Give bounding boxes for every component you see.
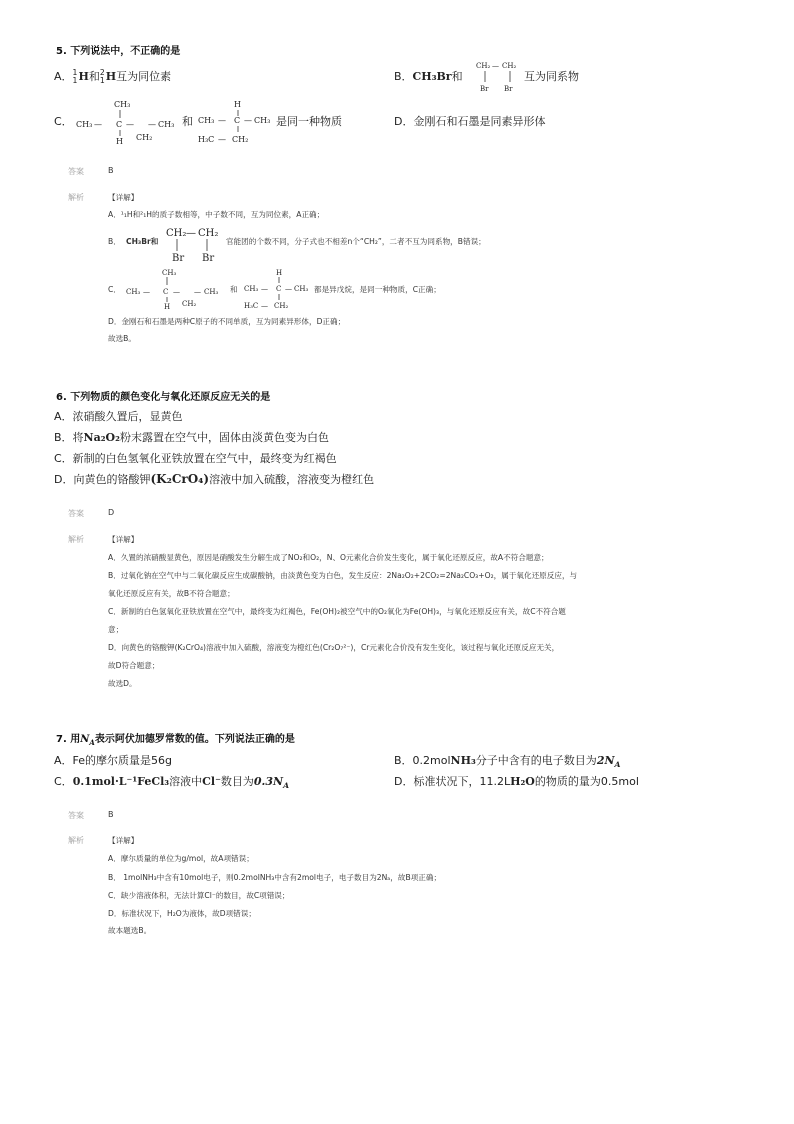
- q5-explanation-conclusion: 故选B。: [108, 334, 136, 343]
- q6-explanation-line: C．新制的白色氢氧化亚铁放置在空气中，最终变为红褐色，Fe(OH)₂被空气中的O₂氧化为Fe(OH)₃，与氧化还原反应有关，故C不符合题: [108, 607, 566, 616]
- q6-answer-value: D: [108, 508, 115, 517]
- q6-option-d-post: 溶液中加入硫酸，溶液变为橙红色: [209, 473, 375, 486]
- h2-symbol: H: [105, 70, 117, 83]
- q6-explanation-line: D．向黄色的铬酸钾(K₂CrO₄)溶液中加入硫酸，溶液变为橙红色(Cr₂O₇²⁻)，Cr元素化合价没有发生变化，该过程与氧化还原反应无关，: [108, 643, 560, 652]
- q7-title-pre: 7. 用: [56, 734, 81, 745]
- q5-explanation-isopentane-2: [242, 266, 316, 312]
- q6-option-a: A．浓硝酸久置后，显黄色: [54, 410, 183, 423]
- expl-br-left: Br: [172, 253, 185, 264]
- h2-isotope-index: 2 1: [99, 68, 105, 85]
- q7-option-c-mid: 溶液中: [169, 775, 203, 788]
- expl-mol1-bottom: H: [164, 303, 171, 311]
- expl-mol1-left: CH₃: [126, 288, 141, 296]
- h1-isotope-index: 1 1: [72, 68, 78, 85]
- q6-option-b: [54, 429, 329, 445]
- q6-option-c: C．新制的白色氢氧化亚铁放置在空气中，最终变为红褐色: [54, 452, 337, 465]
- mol1-left: CH₃: [76, 120, 93, 129]
- q5-explanation-dibromoethane: [162, 224, 226, 264]
- q5-option-b-and: 和: [451, 70, 463, 83]
- q7-analysis-label: 解析: [68, 836, 84, 845]
- na2o2-formula: Na₂O₂: [83, 431, 120, 444]
- expl-mol2-left: CH₃: [244, 285, 259, 293]
- mol1-right: CH₃: [158, 120, 175, 129]
- q7-option-d-pre: D．标准状况下，11.2L: [394, 775, 511, 788]
- expl-mol2-dash-1: —: [261, 285, 268, 293]
- q5-analysis-label: 解析: [68, 193, 84, 202]
- q5-explanation-b-formula: CH₃Br和: [126, 237, 159, 246]
- fecl3-concentration: 0.1mol·L⁻¹FeCl₃: [72, 775, 170, 788]
- q5-option-c-label: C．: [54, 115, 73, 128]
- q6-explanation-line: 氧化还原反应有关，故B不符合题意；: [108, 589, 235, 598]
- nh3-formula: NH₃: [450, 754, 476, 767]
- q7-explanation-conclusion: 故本题选B。: [108, 926, 152, 935]
- expl-mol2-dash-2: —: [285, 285, 292, 293]
- struct-ch2-right: CH₂: [502, 62, 517, 70]
- q5-detail-heading: 【详解】: [108, 193, 139, 202]
- struct-bond-dash: —: [492, 62, 499, 70]
- q6-option-d: [54, 471, 374, 487]
- q7-title: [56, 730, 295, 745]
- q5-explanation-b-prefix: B．: [108, 237, 121, 246]
- q7-explanation-line: B． 1molNH₃中含有10mol电子，则0.2molNH₃中含有2mol电子，电子数目为2Nₐ，故B项正确；: [108, 873, 442, 882]
- mol2-bottom-right: CH₂: [232, 135, 249, 144]
- q5-answer-value: B: [108, 166, 114, 175]
- expl-ch2-left: CH₂: [166, 228, 187, 239]
- struct-br-left: Br: [480, 85, 489, 93]
- q5-answer-label: 答案: [68, 167, 84, 176]
- expl-mol2-center: C: [276, 285, 282, 293]
- expl-mol1-center: C: [163, 288, 169, 296]
- expl-mol1-right: CH₃: [204, 288, 219, 296]
- q5-explanation-a: A．¹₁H和²₁H的质子数相等，中子数不同，互为同位素，A正确；: [108, 210, 325, 219]
- q6-option-d-pre: D．向黄色的铬酸钾: [54, 473, 151, 486]
- struct-br-right: Br: [504, 85, 513, 93]
- h2o-formula: H₂O: [510, 775, 535, 788]
- chloride-ion: Cl⁻: [202, 775, 221, 788]
- q5-explanation-c-prefix: C．: [108, 285, 121, 294]
- q6-option-b-pre: B．将: [54, 431, 84, 444]
- mol1-bottom: H: [116, 137, 123, 146]
- q7-explanation-line: C．缺少溶液体积，无法计算Cl⁻的数目，故C项错误；: [108, 891, 290, 900]
- q7-title-post: 表示阿伏加德罗常数的值。下列说法正确的是: [94, 734, 295, 745]
- q6-option-b-post: 粉末露置在空气中，固体由淡黄色变为白色: [119, 431, 329, 444]
- expl-mol2-bottom-right: CH₂: [274, 302, 289, 310]
- dibromoethane-structure: [474, 58, 526, 94]
- q6-title: 6. 下列物质的颜色变化与氧化还原反应无关的是: [56, 392, 271, 403]
- mol1-top: CH₃: [114, 100, 131, 109]
- q7-answer-value: B: [108, 810, 114, 819]
- na-symbol: $N_A$: [80, 734, 95, 747]
- q6-explanation-conclusion: 故选D。: [108, 679, 137, 688]
- mol2-bottom-left: H₃C: [198, 135, 215, 144]
- mol1-ch2: CH₂: [136, 133, 153, 142]
- q6-explanation-line: 故D符合题意；: [108, 661, 160, 670]
- expl-ch2-right: CH₂: [198, 228, 219, 239]
- mol1-dash-2: —: [126, 120, 134, 129]
- q7-explanation-line: D．标准状况下，H₂O为液体，故D项错误；: [108, 909, 256, 918]
- q5-option-d: D．金刚石和石墨是同素异形体: [394, 115, 546, 128]
- q7-option-c-mid2: 数目为: [220, 775, 254, 788]
- k2cro4-formula: (K₂CrO₄): [150, 472, 210, 486]
- q5-option-a-label: A．: [54, 70, 73, 83]
- expl-bond-dash: —: [186, 228, 196, 239]
- mol1-center: C: [116, 120, 123, 129]
- q5-explanation-c-and: 和: [230, 285, 238, 294]
- expl-mol2-dash-3: —: [261, 302, 268, 310]
- q5-option-a-text: 互为同位素: [116, 70, 172, 83]
- q7-option-c-value: $0.3N_A$: [253, 775, 290, 791]
- expl-mol1-dash-3: —: [194, 288, 201, 296]
- q5-option-a: [54, 68, 171, 85]
- q7-option-d-post: 的物质的量为0.5mol: [534, 775, 639, 788]
- q5-option-c-and: 和: [182, 115, 193, 128]
- mol2-right: CH₃: [254, 116, 271, 125]
- q5-option-b: [394, 68, 463, 84]
- q6-detail-heading: 【详解】: [108, 535, 139, 544]
- q5-option-b-text: 互为同系物: [524, 70, 579, 83]
- mol2-center: C: [234, 116, 241, 125]
- q7-answer-label: 答案: [68, 811, 84, 820]
- struct-ch2-left: CH₂: [476, 62, 491, 70]
- q5-title: 5. 下列说法中，不正确的是: [56, 46, 181, 57]
- expl-br-right: Br: [202, 253, 215, 264]
- expl-mol1-dash-2: —: [173, 288, 180, 296]
- q6-analysis-label: 解析: [68, 535, 84, 544]
- expl-mol1-dash-1: —: [143, 288, 150, 296]
- mol2-dash-3: —: [218, 135, 226, 144]
- q7-option-c: [54, 773, 289, 789]
- q7-option-b-value: $2N_A$: [596, 754, 621, 770]
- q7-detail-heading: 【详解】: [108, 836, 139, 845]
- mol1-dash-1: —: [94, 120, 102, 129]
- expl-mol1-ch2: CH₂: [182, 300, 197, 308]
- mol2-left: CH₃: [198, 116, 215, 125]
- q5-explanation-isopentane-1: [124, 266, 228, 312]
- q7-option-b: [394, 752, 621, 768]
- q7-option-b-mid: 分子中含有的电子数目为: [475, 754, 597, 767]
- expl-mol2-bottom-left: H₃C: [244, 302, 259, 310]
- mol1-dash-3: —: [148, 120, 156, 129]
- expl-mol2-top: H: [276, 269, 283, 277]
- q6-explanation-line: A．久置的浓硝酸显黄色，原因是硝酸发生分解生成了NO₂和O₂，N、O元素化合价发生变化，属于氧化还原反应，故A不符合题意；: [108, 553, 549, 562]
- q6-answer-label: 答案: [68, 509, 84, 518]
- q5-explanation-c-text: 都是异戊烷，是同一种物质，C正确；: [314, 285, 441, 294]
- q6-explanation-line: 意；: [108, 625, 124, 634]
- q7-option-b-pre: B．0.2mol: [394, 754, 451, 767]
- ch3br-formula: CH₃Br: [412, 70, 452, 83]
- q5-explanation-d: D．金刚石和石墨是两种C原子的不同单质，互为同素异形体，D正确；: [108, 317, 346, 326]
- q7-option-a: A．Fe的摩尔质量是56g: [54, 754, 172, 767]
- h1-symbol: H: [78, 70, 89, 83]
- q7-option-c-label: C．: [54, 775, 73, 788]
- q7-option-d: [394, 773, 639, 789]
- isopentane-structure-1: [74, 96, 184, 146]
- q5-option-b-label: B．: [394, 70, 413, 83]
- expl-mol1-top: CH₃: [162, 269, 177, 277]
- expl-mol2-right: CH₃: [294, 285, 309, 293]
- q5-option-a-and: 和: [88, 70, 100, 83]
- mol2-top: H: [234, 100, 241, 109]
- isopentane-structure-2: [196, 96, 278, 146]
- q7-explanation-line: A．摩尔质量的单位为g/mol，故A项错误；: [108, 854, 254, 863]
- mol2-dash-1: —: [218, 116, 226, 125]
- q5-option-c-text: 是同一种物质: [276, 115, 342, 128]
- q5-explanation-b-text: 官能团的个数不同，分子式也不相差n个“CH₂”，二者不互为同系物，B错误；: [226, 237, 486, 246]
- q6-explanation-line: B．过氧化钠在空气中与二氧化碳反应生成碳酸钠，由淡黄色变为白色，发生反应：2Na₂O₂+2CO₂=2Na₂CO₃+O₂，属于氧化还原反应，与: [108, 571, 578, 580]
- mol2-dash-2: —: [244, 116, 252, 125]
